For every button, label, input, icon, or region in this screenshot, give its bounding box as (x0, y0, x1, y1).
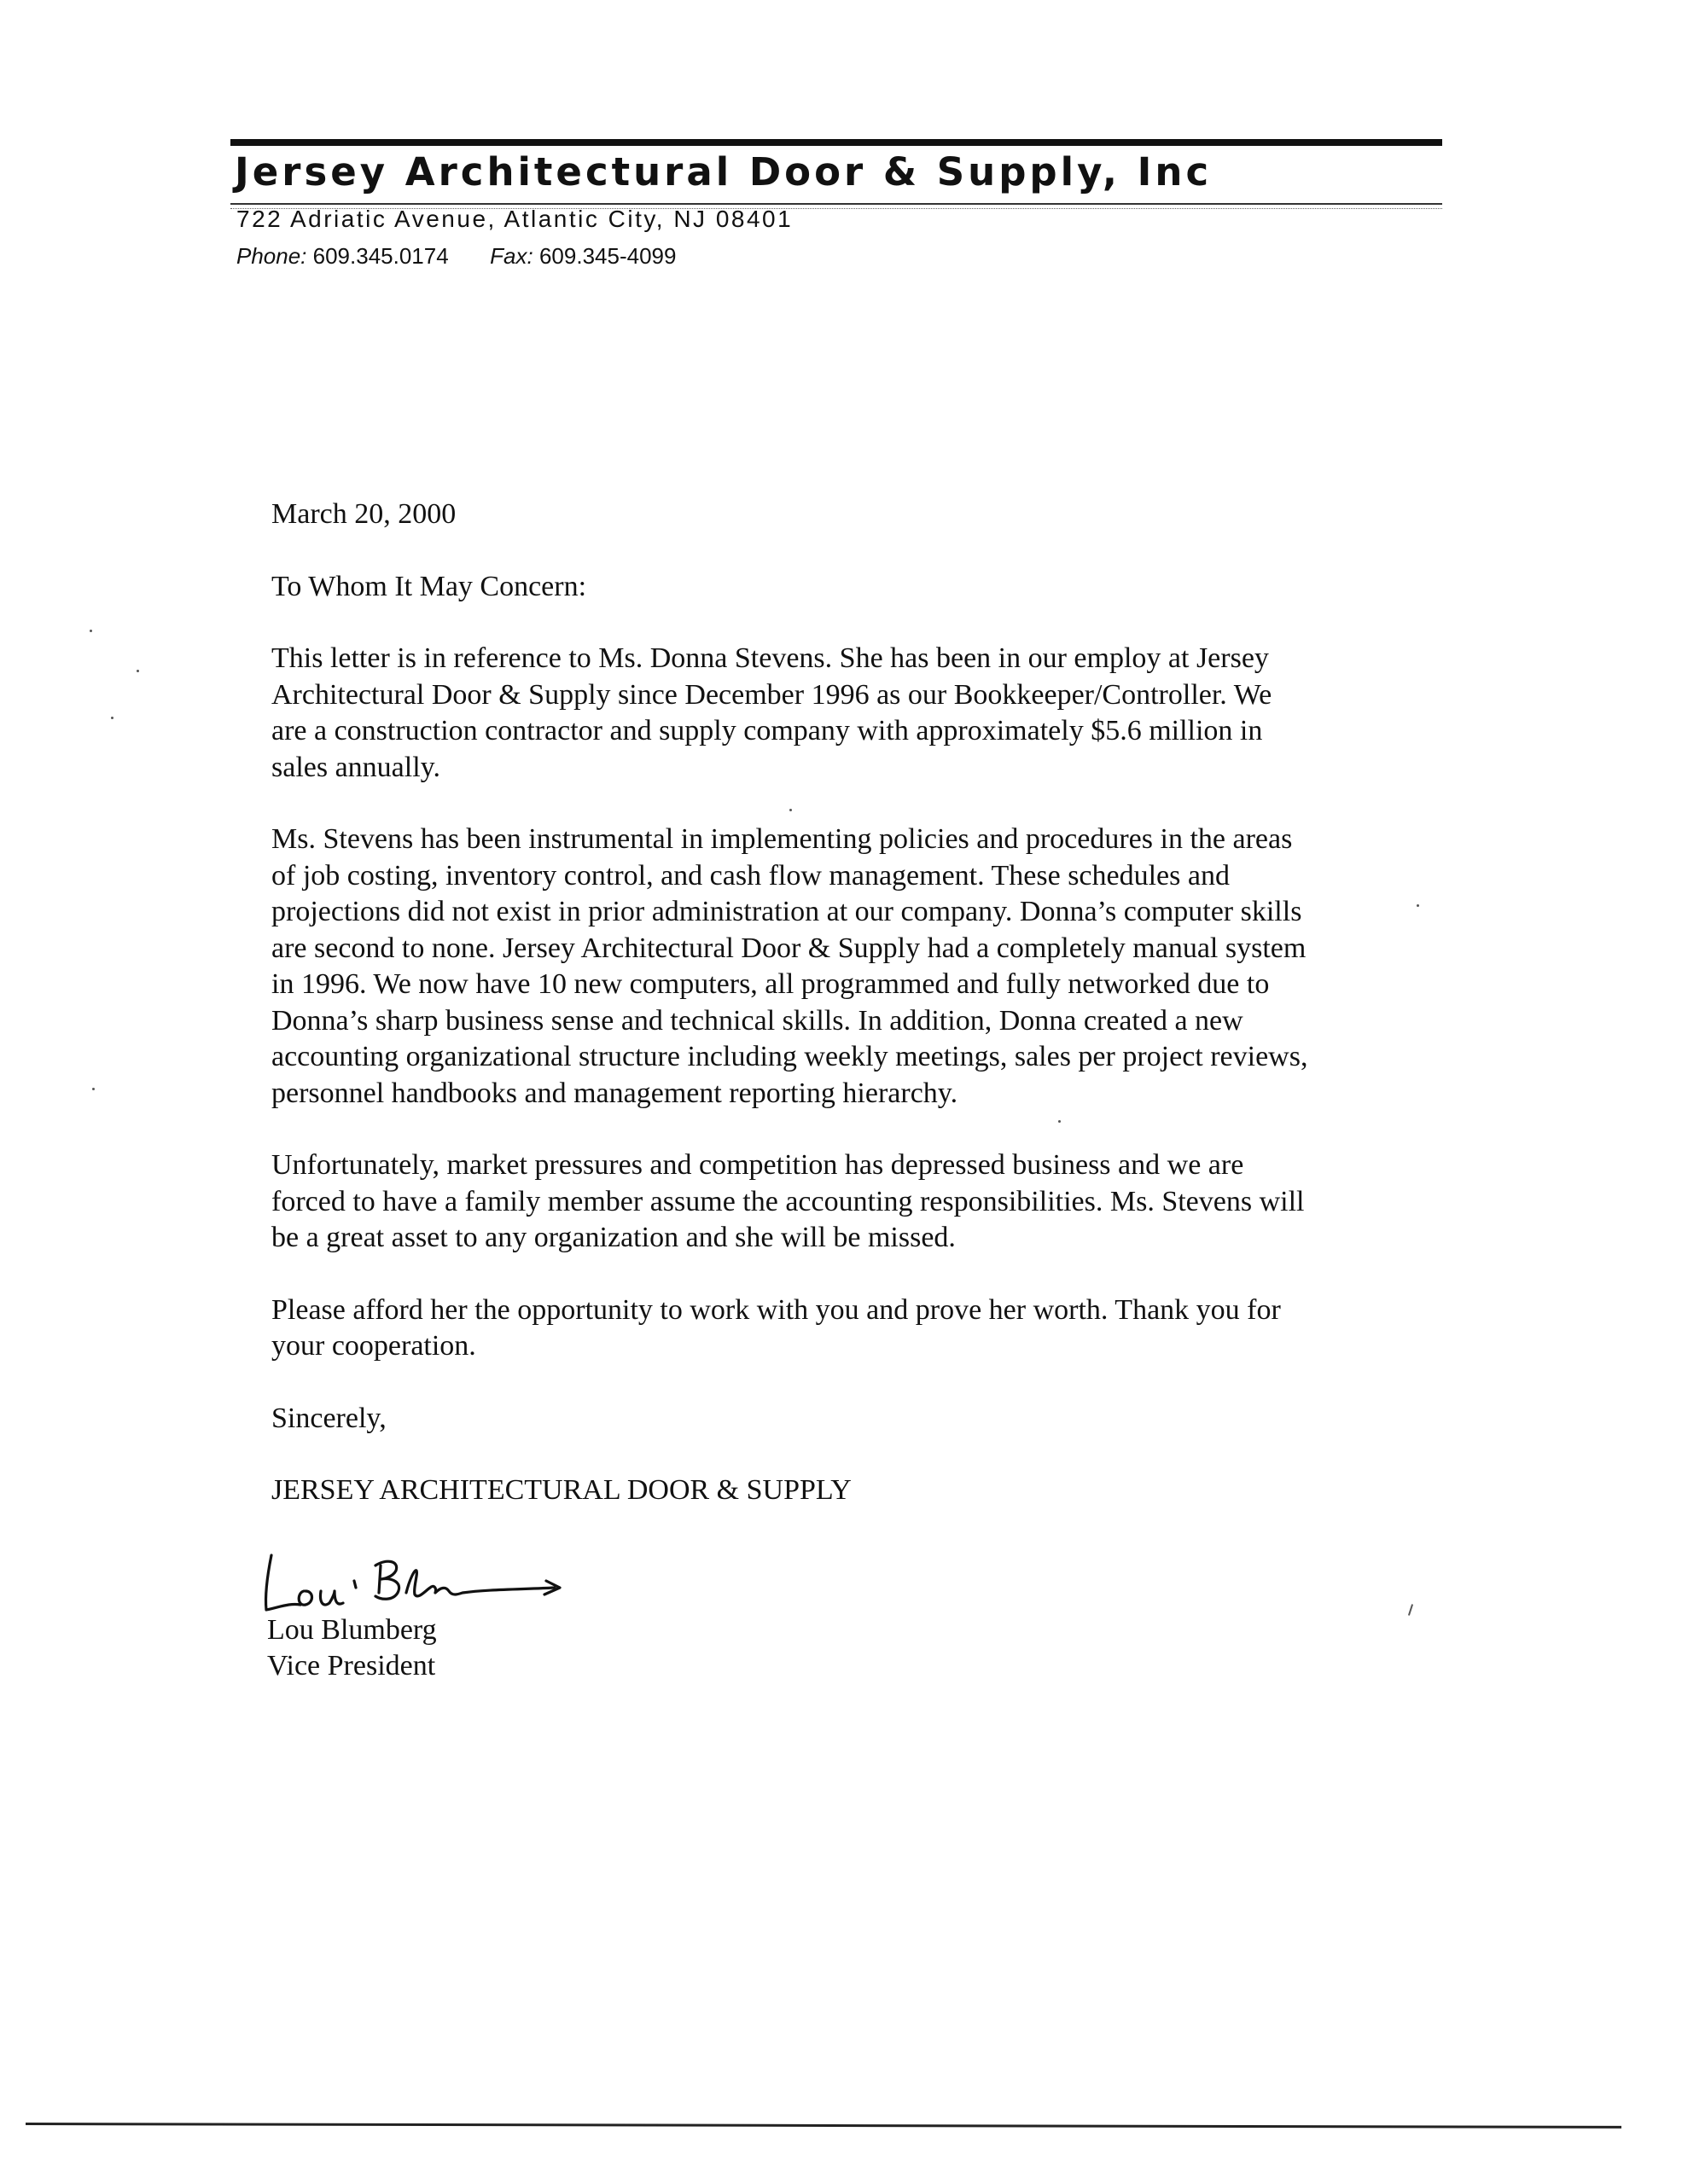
paragraph-line: of job costing, inventory control, and cash flow management. These schedules and (271, 859, 1230, 892)
paragraph-line: Architectural Door & Supply since December 1996 as our Bookkeeper/Controller. We (271, 678, 1272, 711)
scan-speck (789, 809, 792, 811)
signer-title: Vice President (267, 1650, 436, 1682)
scan-speck (1058, 1120, 1061, 1123)
fax-number: 609.345-4099 (538, 243, 677, 269)
letter-body (271, 497, 1432, 1509)
scan-speck (111, 717, 113, 719)
letterhead-top-rule (230, 139, 1442, 146)
paragraph-line: projections did not exist in prior administration at our company. Donna’s computer skills (271, 896, 1302, 927)
scan-speck (90, 630, 92, 632)
paragraph-line: personnel handbooks and management reporting hierarchy. (271, 1077, 958, 1109)
paragraph-line: are a construction contractor and supply company with approximately $5.6 million in (271, 715, 1263, 746)
company-name: Jersey Architectural Door & Supply, Inc (235, 149, 1213, 195)
scan-speck (1417, 904, 1419, 907)
bottom-rule (26, 2123, 1621, 2129)
letter-date: March 20, 2000 (271, 498, 457, 530)
company-signature-line: JERSEY ARCHITECTURAL DOOR & SUPPLY (271, 1474, 852, 1506)
handwritten-signature (256, 1531, 580, 1625)
paragraph-3 (271, 1147, 1432, 1257)
paragraph-line: Please afford her the opportunity to work with you and prove her worth. Thank you for (271, 1293, 1281, 1326)
phone-number: 609.345.0174 (312, 243, 449, 269)
scan-speck (137, 670, 139, 672)
paragraph-line: be a great asset to any organization and she will be missed. (271, 1222, 956, 1253)
fax-label: Fax: (490, 243, 533, 269)
paragraph-line: This letter is in reference to Ms. Donna Stevens. She has been in our employ at Jersey (271, 642, 1269, 674)
paragraph-line: in 1996. We now have 10 new computers, all programmed and fully networked due to (271, 968, 1270, 1000)
scan-speck (92, 1088, 95, 1090)
paragraph-line: Ms. Stevens has been instrumental in implementing policies and procedures in the areas (271, 823, 1293, 855)
paragraph-4 (271, 1292, 1432, 1365)
paragraph-line: accounting organizational structure including weekly meetings, sales per project reviews, (271, 1041, 1308, 1072)
paragraph-line: forced to have a family member assume the accounting responsibilities. Ms. Stevens will (271, 1185, 1305, 1217)
paragraph-2 (271, 822, 1432, 1112)
company-address: 722 Adriatic Avenue, Atlantic City, NJ 08401 (236, 206, 794, 232)
paragraph-1 (271, 641, 1432, 786)
salutation: To Whom It May Concern: (271, 570, 587, 602)
signer-block (267, 1612, 437, 1684)
paragraph-line: are second to none. Jersey Architectural Door & Supply had a completely manual system (271, 932, 1307, 964)
paragraph-line: your cooperation. (271, 1330, 476, 1362)
signer-name: Lou Blumberg (267, 1614, 437, 1646)
paragraph-line: Unfortunately, market pressures and competition has depressed business and we are (271, 1149, 1244, 1181)
phone-label: Phone: (236, 243, 307, 269)
paragraph-line: sales annually. (271, 751, 440, 783)
scan-speck (1408, 1604, 1413, 1616)
paragraph-line: Donna’s sharp business sense and technical skills. In addition, Donna created a new (271, 1004, 1243, 1037)
closing: Sincerely, (271, 1402, 387, 1434)
company-contact (236, 243, 676, 270)
